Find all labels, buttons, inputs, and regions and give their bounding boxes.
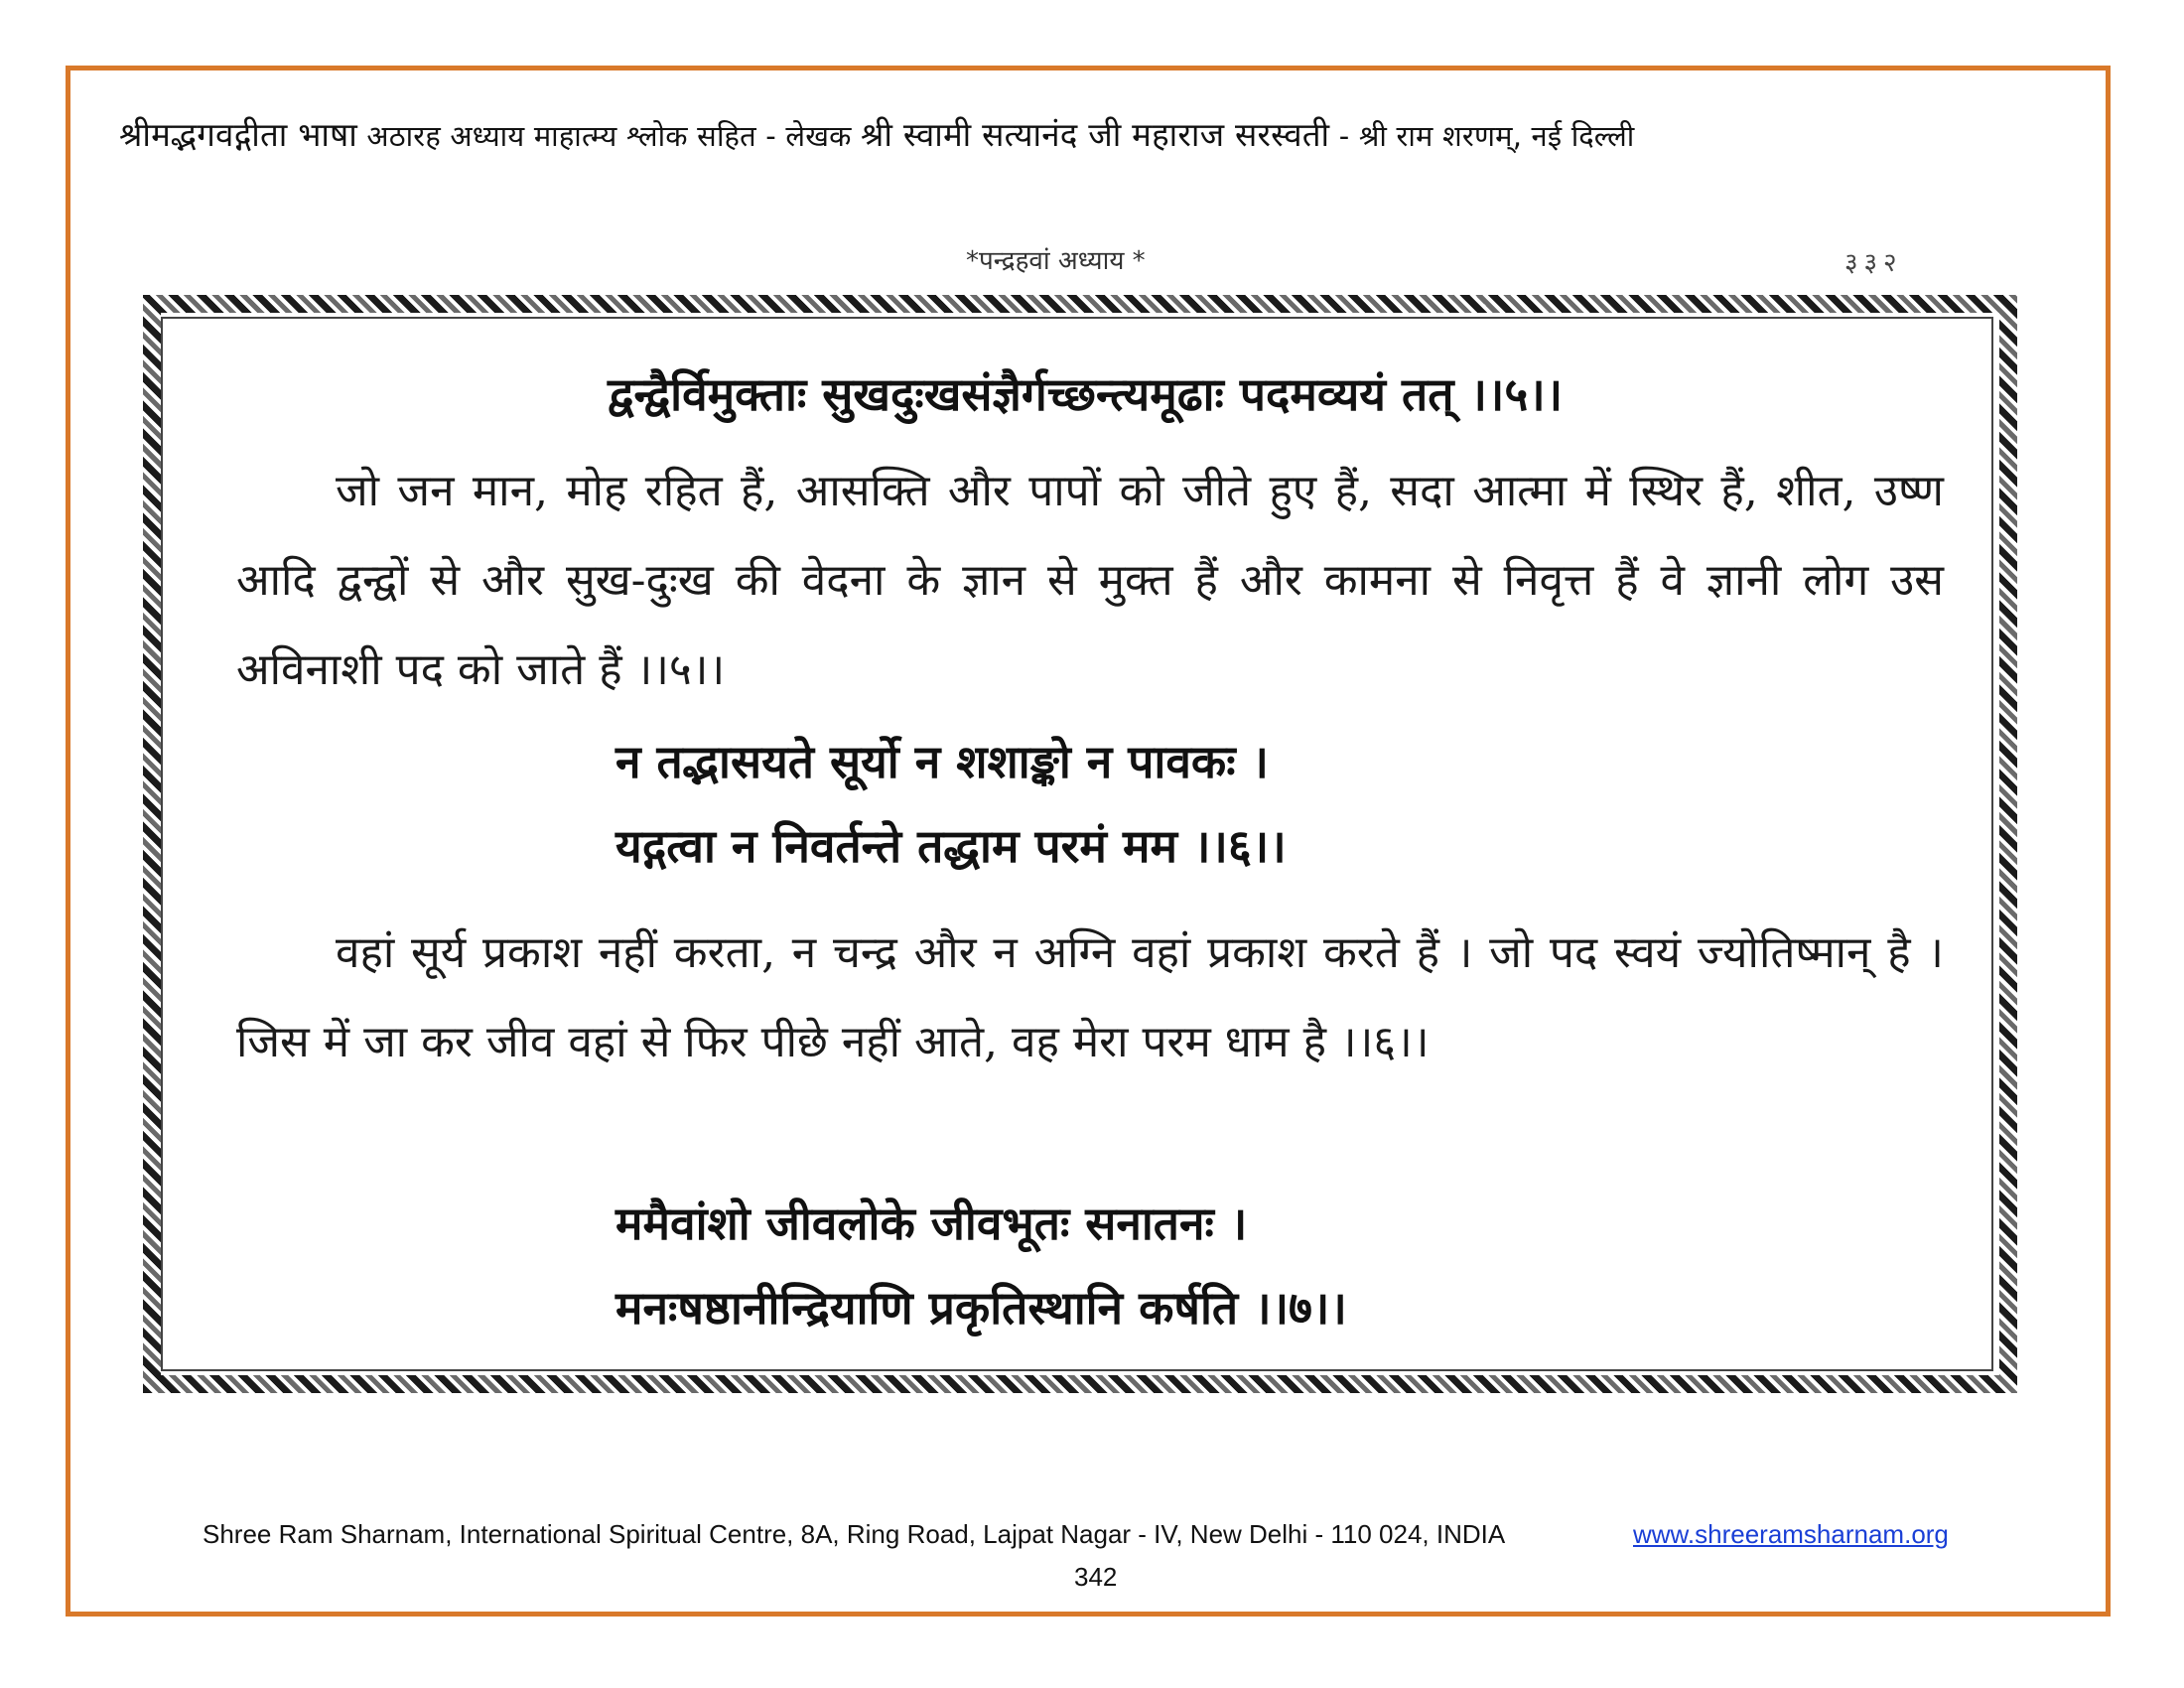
translation-6: वहां सूर्य प्रकाश नहीं करता, न चन्द्र और न अग्नि वहां प्रकाश करते हैं । जो पद स्वयं ज्योतिष्मान् है । जिस में जा कर जीव वहां से फिर पीछे नहीं आते, वह मेरा परम धाम है ।।६।। — [236, 927, 1944, 1067]
footer-address: Shree Ram Sharnam, International Spiritual Centre, 8A, Ring Road, Lajpat Nagar - IV, New Delhi - 110 024, INDIA — [203, 1519, 1506, 1549]
scanned-page — [137, 233, 2023, 1400]
website-link[interactable]: www.shreeramsharnam.org — [1633, 1519, 1949, 1549]
running-head: *पन्द्रहवां अध्याय * — [966, 246, 1146, 276]
verse-5: द्वन्द्वैर्विमुक्ताः सुखदुःखसंज्ञैर्गच्छन्त्यमूढाः पदमव्ययं तत् ।।५।। — [608, 367, 1564, 421]
header-subtitle: अठारह अध्याय माहात्म्य श्लोक सहित - लेखक — [366, 119, 852, 153]
header-title: श्रीमद्भगवद्गीता भाषा — [119, 115, 357, 154]
verse-7-line-1: ममैवांशो जीवलोके जीवभूतः सनातनः । — [615, 1196, 1248, 1250]
header-publisher: - श्री राम शरणम्, नई दिल्ली — [1338, 119, 1635, 153]
translation-5: जो जन मान, मोह रहित हैं, आसक्ति और पापों को जीते हुए हैं, सदा आत्मा में स्थिर हैं, शीत, उष्ण आदि द्वन्द्वों से और सुख-दुःख की वेदना के ज्ञान से मुक्त हैं और कामना से निवृत्त हैं वे ज्ञानी लोग उस अविनाशी पद को जाते हैं ।।५।। — [236, 466, 1944, 695]
verse-6-line-1: न तद्भासयते सूर्यो न शशाङ्को न पावकः । — [615, 735, 1269, 788]
verse-6-line-2: यद्गत्वा न निवर्तन्ते तद्धाम परमं मम ।।६।। — [615, 819, 1287, 873]
page-number: 342 — [1074, 1562, 1118, 1592]
verse-7-line-2: मनःषष्ठानीन्द्रियाणि प्रकृतिस्थानि कर्षति ।।७।। — [615, 1281, 1347, 1335]
scan-page-number: ३३२ — [1844, 248, 1903, 278]
page-header — [119, 111, 2065, 156]
header-author: श्री स्वामी सत्यानंद जी महाराज सरस्वती — [861, 115, 1330, 154]
